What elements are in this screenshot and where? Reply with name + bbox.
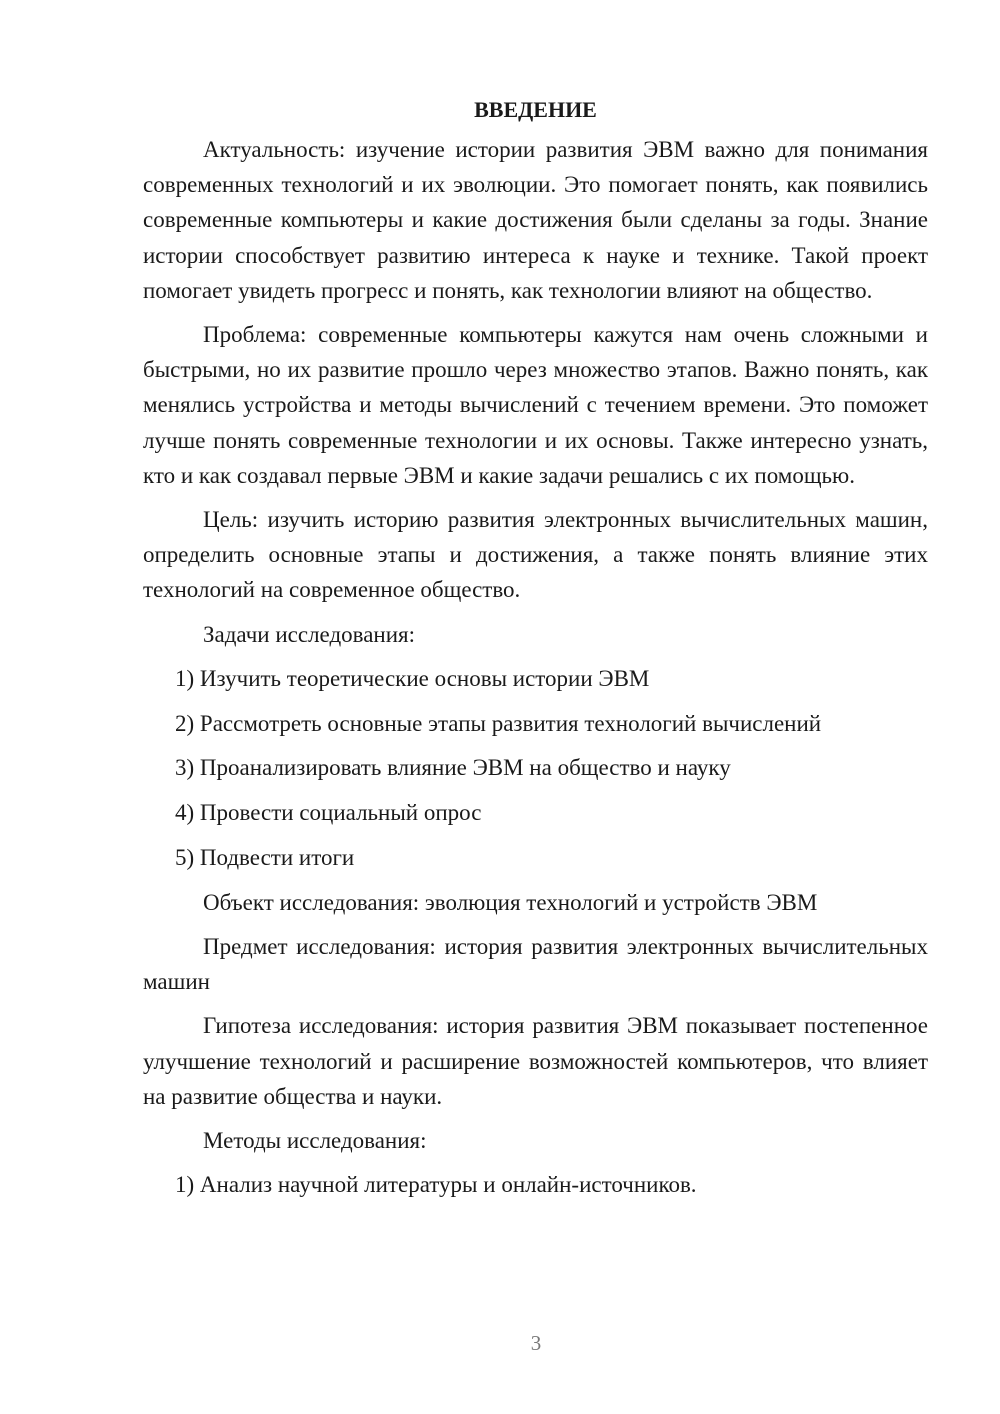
- tasks-heading: Задачи исследования:: [203, 621, 416, 647]
- task-item: 3) Проанализировать влияние ЭВМ на общество и науку: [175, 755, 731, 781]
- problem-paragraph: Проблема: современные компьютеры кажутся нам очень сложными и быстрыми, но их развитие прошло через множество этапов. Важно понять, как менялись устройства и методы вычислений с течением времени. Это поможет лучше понять современные технологии и их основы. Также интересно узнать, кто и как создавал первые ЭВМ и какие задачи решались с их помощью.: [143, 322, 928, 488]
- page-number: 3: [530, 1331, 542, 1355]
- tasks-list: [143, 661, 928, 875]
- relevance-paragraph: Актуальность: изучение истории развития ЭВМ важно для понимания современных технологий и их эволюции. Это помогает понять, как появились современные компьютеры и какие достижения были сделаны за годы. Знание истории способствует развитию интереса к науке и технике. Такой проект помогает увидеть прогресс и понять, как технологии влияют на общество.: [143, 137, 928, 303]
- section-title: ВВЕДЕНИЕ: [474, 97, 597, 122]
- task-item: 5) Подвести итоги: [175, 845, 355, 871]
- hypothesis-paragraph: Гипотеза исследования: история развития ЭВМ показывает постепенное улучшение технологий и расширение возможностей компьютеров, что влияет на развитие общества и науки.: [143, 1013, 928, 1109]
- method-item: 1) Анализ научной литературы и онлайн-источников.: [175, 1172, 697, 1198]
- document-page: [143, 92, 928, 1212]
- task-item: 1) Изучить теоретические основы истории ЭВМ: [175, 665, 650, 691]
- task-item: 4) Провести социальный опрос: [175, 800, 482, 826]
- object-paragraph: Объект исследования: эволюция технологий и устройств ЭВМ: [203, 889, 818, 915]
- methods-heading: Методы исследования:: [203, 1128, 427, 1154]
- task-item: 2) Рассмотреть основные этапы развития технологий вычислений: [175, 710, 822, 736]
- goal-paragraph: Цель: изучить историю развития электронных вычислительных машин, определить основные этапы и достижения, а также понять влияние этих технологий на современное общество.: [143, 507, 928, 603]
- methods-list: [143, 1167, 928, 1202]
- subject-paragraph: Предмет исследования: история развития электронных вычислительных машин: [143, 934, 928, 995]
